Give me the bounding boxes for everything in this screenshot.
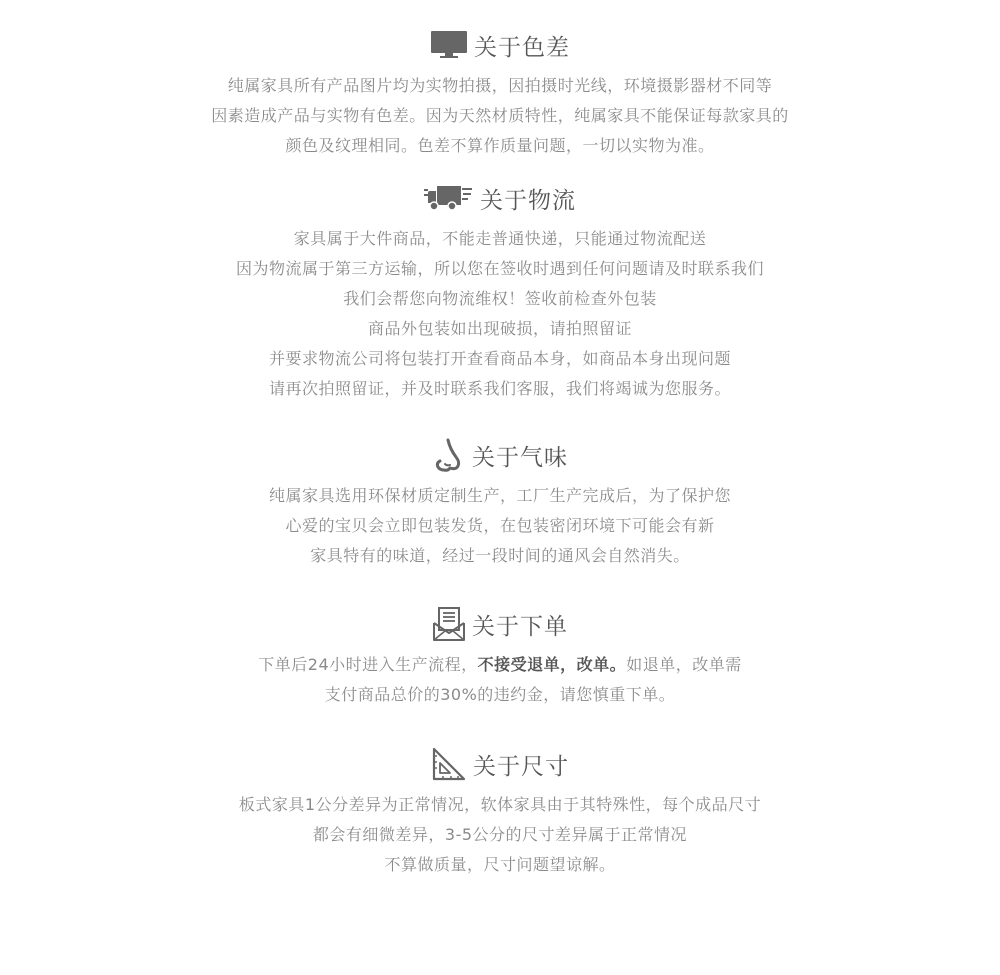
body-text: 下单后24小时进入生产流程，	[258, 655, 478, 674]
section-title: 关于气味	[472, 444, 568, 471]
section-body	[0, 481, 1000, 571]
section-heading	[0, 604, 1000, 644]
body-line: 纯属家具选用环保材质定制生产，工厂生产完成后，为了保护您	[268, 486, 731, 505]
nose-icon	[432, 437, 466, 473]
section-title: 关于尺寸	[473, 753, 569, 780]
body-line: 商品外包装如出现破损，请拍照留证	[367, 319, 632, 338]
body-line: 因素造成产品与实物有色差。因为天然材质特性，纯属家具不能保证每款家具的	[211, 106, 789, 125]
triangle-ruler-icon	[431, 746, 467, 782]
body-line: 家具属于大件商品，不能走普通快递，只能通过物流配送	[293, 229, 707, 248]
body-line: 纯属家具所有产品图片均为实物拍摄，因拍摄时光线，环境摄影器材不同等	[227, 76, 773, 95]
section-title: 关于下单	[472, 613, 568, 640]
section-heading	[0, 25, 1000, 65]
body-line: 颜色及纹理相同。色差不算作质量问题，一切以实物为准。	[285, 136, 715, 155]
section-heading	[0, 435, 1000, 475]
section-body	[0, 650, 1000, 710]
section-body	[0, 71, 1000, 161]
truck-icon	[424, 183, 474, 213]
body-line: 并要求物流公司将包装打开查看商品本身，如商品本身出现问题	[268, 349, 731, 368]
logistics-section	[0, 178, 1000, 404]
body-line: 板式家具1公分差异为正常情况，软体家具由于其特殊性，每个成品尺寸	[238, 795, 762, 814]
body-line: 请再次拍照留证，并及时联系我们客服，我们将竭诚为您服务。	[268, 379, 731, 398]
body-line: 家具特有的味道，经过一段时间的通风会自然消失。	[310, 546, 690, 565]
smell-section	[0, 435, 1000, 571]
body-line: 不算做质量，尺寸问题望谅解。	[384, 855, 616, 874]
body-line	[0, 650, 1000, 680]
body-line: 支付商品总价的30%的违约金，请您慎重下单。	[324, 685, 676, 704]
section-body	[0, 790, 1000, 880]
body-line: 都会有细微差异，3-5公分的尺寸差异属于正常情况	[312, 825, 688, 844]
section-heading	[0, 178, 1000, 218]
emphasis-text: 不接受退单，改单。	[477, 655, 627, 674]
section-body	[0, 224, 1000, 404]
body-text: 如退单，改单需	[626, 655, 742, 674]
section-heading	[0, 744, 1000, 784]
order-section	[0, 604, 1000, 710]
body-line: 我们会帮您向物流维权！签收前检查外包装	[343, 289, 657, 308]
section-title: 关于物流	[480, 187, 576, 214]
color-difference-section	[0, 25, 1000, 161]
body-line: 因为物流属于第三方运输，所以您在签收时遇到任何问题请及时联系我们	[235, 259, 764, 278]
section-title: 关于色差	[474, 34, 570, 61]
monitor-icon	[430, 30, 468, 60]
body-line: 心爱的宝贝会立即包装发货，在包装密闭环境下可能会有新	[285, 516, 715, 535]
envelope-document-icon	[432, 606, 466, 642]
size-section	[0, 744, 1000, 880]
